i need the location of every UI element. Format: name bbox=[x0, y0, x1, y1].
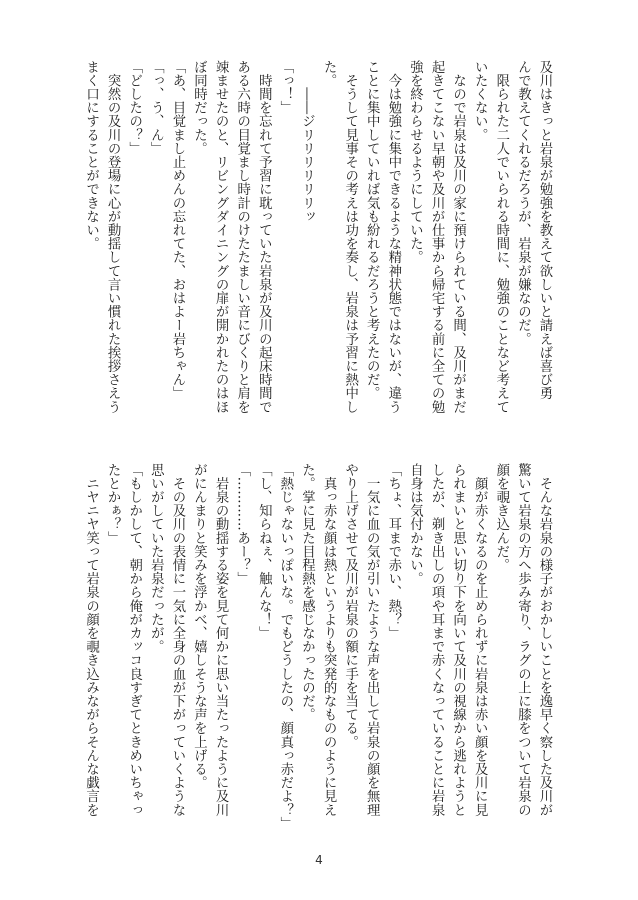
text-line: 自身は気付かない。 bbox=[407, 463, 423, 586]
text-line: 岩泉の動揺する姿を見て何かに思い当たったように及川 bbox=[213, 463, 229, 817]
text-line: 限られた二人でいられる時間に、勉強のことなど考えて bbox=[493, 60, 509, 414]
text-line: 「っ！」 bbox=[277, 60, 293, 115]
text-line: 思いがしていた岩泉だったが。 bbox=[148, 463, 164, 654]
text-line: た。 bbox=[321, 60, 337, 88]
text-line: 「っ、う、ん」 bbox=[148, 60, 164, 156]
text-line: その及川の表情に一気に全身の血が下がっていくような bbox=[169, 463, 185, 817]
text-line: 時間を忘れて予習に耽っていた岩泉が及川の起床時間で bbox=[256, 60, 272, 414]
text-line: したが、剃き出しの項や耳まで赤くなっていることに岩泉 bbox=[429, 463, 445, 817]
text-line: 「どしたの？」 bbox=[126, 60, 142, 156]
text-line: 真っ赤な顔は熱というよりも突発的なもののように見え bbox=[321, 463, 337, 817]
text-line: られまいと思い切り下を向いて及川の視線から逃れようと bbox=[450, 463, 466, 817]
text-line: た。掌に見た目程熱を感じなかったのだ。 bbox=[299, 463, 315, 722]
text-line: ――ジリリリリリリッ bbox=[299, 60, 315, 224]
text-line: 驚いて岩泉の方へ歩み寄り、ラグの上に膝をついて岩泉の bbox=[515, 463, 531, 817]
text-line: そうして見事その考えは功を奏し、岩泉は予習に熱中し bbox=[342, 60, 358, 414]
text-line: たとかぁ？」 bbox=[105, 463, 121, 545]
text-line: ニヤニヤ笑って岩泉の顔を覗き込みながらそんな戯言を bbox=[83, 463, 99, 817]
page-number: 4 bbox=[315, 853, 323, 867]
text-line: 「ちょ、耳まで赤い、熱？」 bbox=[385, 463, 401, 640]
text-line: やり上げさせて及川が岩泉の額に手を当てる。 bbox=[342, 463, 358, 749]
text-line: 竦ませたのと、リビングダイニングの扉が開かれたのはほ bbox=[213, 60, 229, 414]
upper-text-block bbox=[77, 60, 555, 445]
text-line: いたくない。 bbox=[472, 60, 488, 142]
text-line: 顔が赤くなるのを止められずに岩泉は赤い顔を及川に見 bbox=[472, 463, 488, 817]
text-line: 今は勉強に集中できるような精神状態ではないが、違う bbox=[385, 60, 401, 414]
text-line: 及川はきっと岩泉が勉強を教えて欲しいと請えば喜び勇 bbox=[537, 60, 552, 400]
text-line: 強を終わらせるようにしていた。 bbox=[407, 60, 423, 264]
text-line: 「し、知らねぇ、触んな！」 bbox=[256, 463, 272, 640]
text-line: 「熱じゃないっぽいな。でもどうしたの、顔真っ赤だよ？」 bbox=[277, 463, 293, 831]
text-line: なので岩泉は及川の家に預けられている間、及川がまだ bbox=[450, 60, 466, 414]
text-line: ぼ同時だった。 bbox=[191, 60, 207, 156]
text-line: 「あ、目覚まし止めんの忘れてた、おはよー岩ちゃん」 bbox=[169, 60, 185, 400]
text-line: 起きてこない早朝や及川が仕事から帰宅する前に全ての勉 bbox=[429, 60, 445, 414]
text-line: ある六時の目覚まし時計のけたたましい音にびくりと肩を bbox=[234, 60, 250, 414]
text-line: 「…………あー？」 bbox=[234, 463, 250, 586]
text-line: 突然の及川の登場に心が動揺して言い慣れた挨拶さえう bbox=[105, 60, 121, 414]
text-line: まく口にすることができない。 bbox=[83, 60, 99, 251]
text-line: 一気に血の気が引いたような声を出して岩泉の顔を無理 bbox=[364, 463, 380, 817]
text-line: んで教えてくれるだろうが、岩泉が嫌なのだ。 bbox=[515, 60, 531, 346]
text-line: がにんまりと笑みを浮かべ、嬉しそうな声を上げる。 bbox=[191, 463, 207, 790]
text-line: そんな岩泉の様子がおかしいことを逸早く察した及川が bbox=[537, 463, 552, 817]
text-line: 「もしかして、朝から俺がカッコ良すぎてときめいちゃっ bbox=[126, 463, 142, 817]
text-line: ことに集中していれば気も紛れるだろうと考えたのだ。 bbox=[364, 60, 380, 400]
text-line: 顔を覗き込んだ。 bbox=[493, 463, 509, 572]
lower-text-block bbox=[77, 463, 555, 848]
